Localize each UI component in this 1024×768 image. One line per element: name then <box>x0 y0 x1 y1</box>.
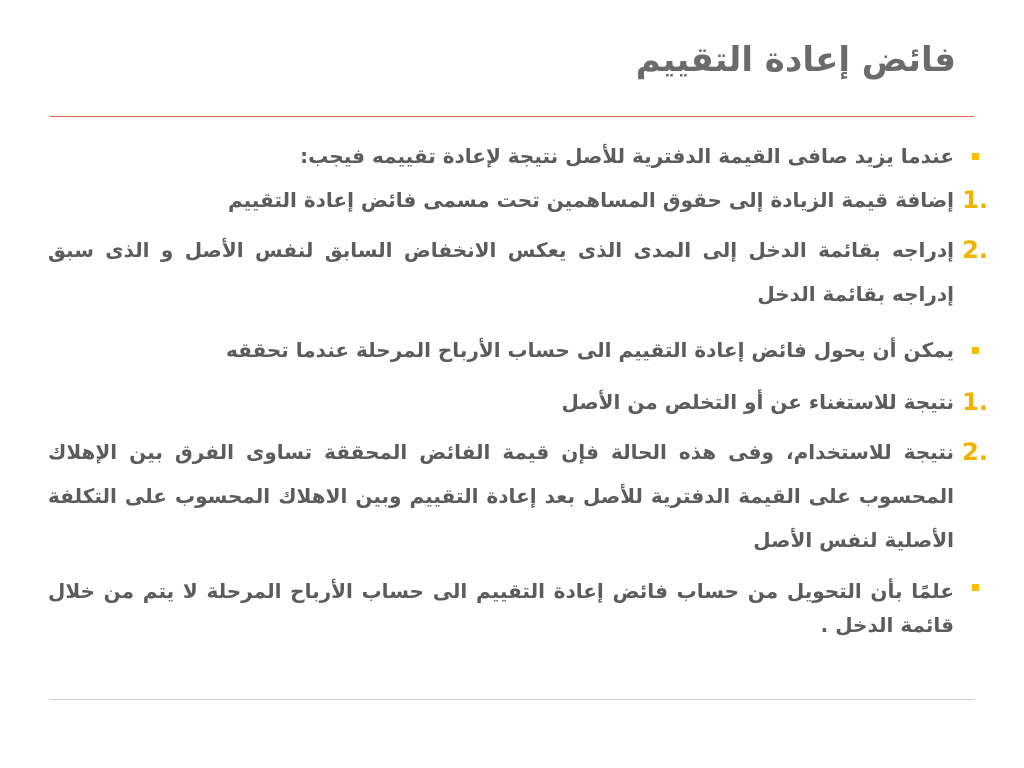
numbered-item-1 <box>48 178 988 222</box>
bullet-item-1 <box>48 134 988 178</box>
numbered-text: إدراجه بقائمة الدخل إلى المدى الذى يعكس الانخفاض السابق لنفس الأصل و الذى سبق إدراجه بقائمة الدخل <box>48 238 954 306</box>
numbered-item-4 <box>48 430 988 562</box>
square-bullet-icon <box>972 347 979 354</box>
slide-content <box>48 134 988 642</box>
bullet-text: يمكن أن يحول فائض إعادة التقييم الى حساب الأرباح المرحلة عندما تحققه <box>225 338 954 362</box>
title-divider <box>50 116 974 117</box>
square-bullet-icon <box>972 584 979 591</box>
footer-divider <box>50 699 974 700</box>
bullet-text: علمًا بأن التحويل من حساب فائض إعادة التقييم الى حساب الأرباح المرحلة لا يتم من خلال قائمة الدخل . <box>48 579 954 637</box>
item-number: 1. <box>962 186 988 214</box>
bullet-item-3 <box>48 570 988 642</box>
numbered-item-3 <box>48 380 988 424</box>
numbered-text: نتيجة للاستخدام، وفى هذه الحالة فإن قيمة الفائض المحققة تساوى الفرق بين الإهلاك المحسوب على القيمة الدفترية للأصل بعد إعادة التقييم وبين الاهلاك المحسوب على التكلفة الأصلية لنفس الأصل <box>48 440 954 552</box>
numbered-item-2 <box>48 228 988 316</box>
square-bullet-icon <box>972 153 979 160</box>
slide-title: فائض إعادة التقييم <box>635 40 956 80</box>
numbered-text: إضافة قيمة الزيادة إلى حقوق المساهمين تحت مسمى فائض إعادة التقييم <box>227 188 954 212</box>
bullet-text: عندما يزيد صافى القيمة الدفترية للأصل نتيجة لإعادة تقييمه فيجب: <box>300 144 954 168</box>
item-number: 2. <box>962 438 988 466</box>
bullet-item-2 <box>48 328 988 372</box>
item-number: 1. <box>962 388 988 416</box>
item-number: 2. <box>962 236 988 264</box>
numbered-text: نتيجة للاستغناء عن أو التخلص من الأصل <box>561 390 954 414</box>
